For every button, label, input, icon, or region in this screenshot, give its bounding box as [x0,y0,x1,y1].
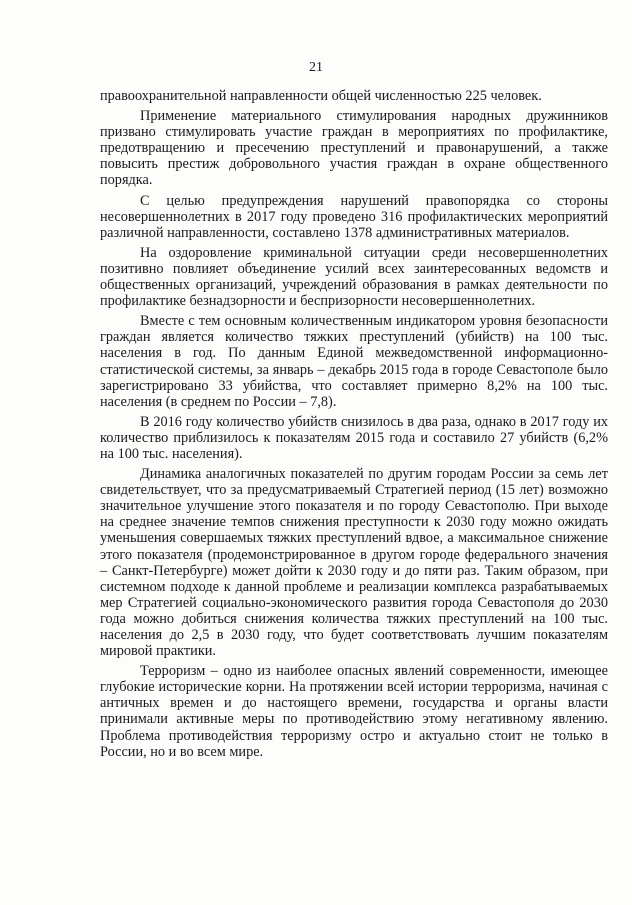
paragraph: С целью предупреждения нарушений правопорядка со стороны несовершеннолетних в 2017 году проведено 316 профилактических мероприятий различной направленности, составлено 1378 административных материалов. [100,192,608,241]
paragraph: Применение материального стимулирования народных дружинников призвано стимулировать участие граждан в мероприятиях по профилактике, предотвращению и пресечению преступлений и правонарушений, а также повысить престиж добровольного участия граждан в охране общественного порядка. [100,108,608,189]
paragraph: В 2016 году количество убийств снизилось в два раза, однако в 2017 году их количество приблизилось к показателям 2015 года и составило 27 убийств (6,2% на 100 тыс. населения). [100,413,608,462]
paragraph: Динамика аналогичных показателей по другим городам России за семь лет свидетельствует, что за предусматриваемый Стратегией период (15 лет) возможно значительное улучшение этого показателя и по городу Севастополю. При выходе на среднее значение темпов снижения преступности к 2030 году можно ожидать уменьшения совершаемых тяжких преступлений вдвое, а максимальное снижение этого показателя (продемонстрированное в другом городе федерального значения – Санкт-Петербурге) может дойти к 2030 году и до пяти раз. Таким образом, при системном подходе к данной проблеме и реализации комплекса разрабатываемых мер Стратегией социально-экономического развития города Севастополя до 2030 года можно добиться снижения количества тяжких преступлений на 100 тыс. населения до 2,5 в 2030 году, что будет соответствовать лучшим показателям мировой практики. [100,466,608,660]
paragraph: Вместе с тем основным количественным индикатором уровня безопасности граждан является количество тяжких преступлений (убийств) на 100 тыс. населения в год. По данным Единой межведомственной информационно-статистической системы, за январь – декабрь 2015 года в городе Севастополе было зарегистрировано 33 убийства, что составляет примерно 8,2% на 100 тыс. населения (в среднем по России – 7,8). [100,313,608,410]
page-number: 21 [309,60,323,75]
paragraph-continuation: правоохранительной направленности общей численностью 225 человек. [100,88,542,104]
paragraph: На оздоровление криминальной ситуации среди несовершеннолетних позитивно повлияет объединение усилий всех заинтересованных ведомств и общественных организаций, учреждений образования в рамках деятельности по профилактике безнадзорности и беспризорности несовершеннолетних. [100,244,608,310]
body-text [100,88,608,760]
paragraph: Терроризм – одно из наиболее опасных явлений современности, имеющее глубокие исторические корни. На протяжении всей истории терроризма, начиная с античных времен и до настоящего времени, государства и органы власти принимали активные меры по противодействию этому негативному явлению. Проблема противодействия терроризму остро и актуально стоит не только в России, но и во всем мире. [100,663,608,760]
